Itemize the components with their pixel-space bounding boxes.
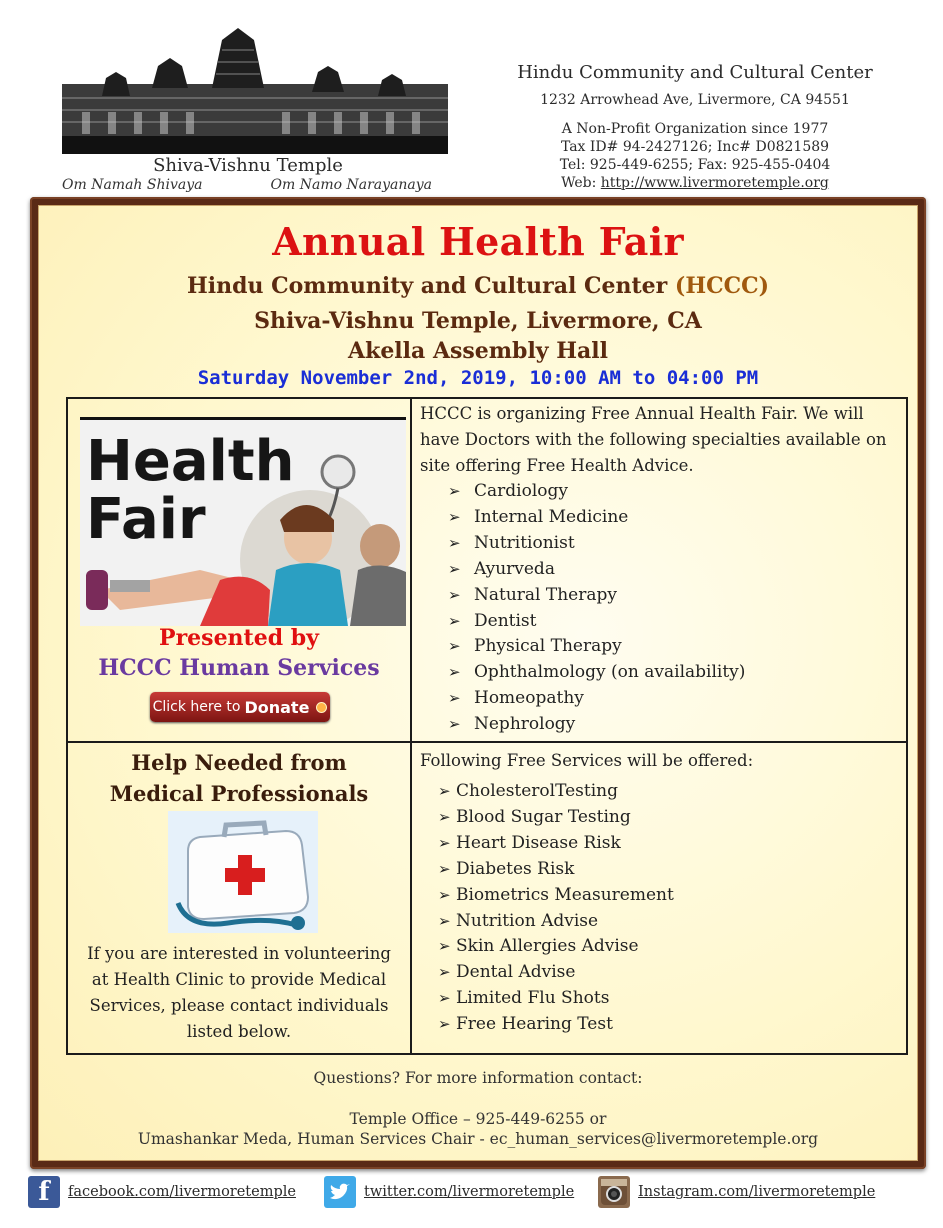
org-nonprofit: A Non-Profit Organization since 1977: [561, 121, 829, 137]
mantra-narayana: Om Namo Narayanaya: [270, 177, 432, 193]
arrow-bullet-icon: ➢: [438, 833, 451, 852]
list-item-label: Dentist: [474, 610, 537, 631]
org-phone: Tel: 925-449-6255; Fax: 925-455-0404: [559, 157, 831, 173]
image-word-fair: Fair: [86, 487, 206, 552]
arrow-bullet-icon: ➢: [448, 689, 461, 708]
facebook-icon[interactable]: f: [28, 1176, 60, 1208]
org-tax: Tax ID# 94-2427126; Inc# D0821589: [560, 139, 830, 155]
org-heading: [38, 273, 918, 299]
services-intro: Following Free Services will be offered:: [420, 751, 754, 770]
website-link[interactable]: http://www.livermoretemple.org: [600, 175, 829, 191]
instagram-icon[interactable]: [598, 1176, 630, 1208]
help-line-1: Help Needed from: [131, 750, 347, 775]
list-item: [448, 609, 898, 635]
poster-frame: [30, 197, 926, 1169]
arrow-bullet-icon: ➢: [448, 559, 461, 578]
poster-title: Annual Health Fair: [272, 219, 684, 264]
list-item: [448, 583, 898, 609]
donate-arrow-icon: [316, 702, 327, 713]
arrow-bullet-icon: ➢: [438, 807, 451, 826]
list-item-label: Physical Therapy: [474, 636, 622, 657]
list-item-label: Heart Disease Risk: [456, 832, 621, 853]
arrow-bullet-icon: ➢: [438, 937, 451, 956]
temple-name: Shiva-Vishnu Temple: [153, 155, 343, 176]
first-aid-kit-icon: [168, 811, 318, 933]
facebook-link[interactable]: facebook.com/livermoretemple: [68, 1184, 296, 1200]
arrow-bullet-icon: ➢: [438, 1015, 451, 1034]
list-item: [438, 883, 898, 909]
arrow-bullet-icon: ➢: [448, 715, 461, 734]
list-item: [438, 857, 898, 883]
info-table: [66, 397, 908, 1055]
arrow-bullet-icon: ➢: [438, 989, 451, 1008]
org-address: 1232 Arrowhead Ave, Livermore, CA 94551: [540, 92, 850, 108]
arrow-bullet-icon: ➢: [448, 507, 461, 526]
web-label: Web:: [561, 175, 597, 191]
presenter-name: HCCC Human Services: [98, 655, 380, 681]
list-item-label: Blood Sugar Testing: [456, 806, 631, 827]
table-divider-horizontal: [68, 741, 906, 743]
list-item: [438, 934, 898, 960]
health-fair-image: [80, 417, 406, 626]
list-item: [448, 686, 898, 712]
help-needed-heading: [68, 747, 410, 809]
arrow-bullet-icon: ➢: [448, 585, 461, 604]
list-item-label: Internal Medicine: [474, 506, 629, 527]
presented-by: Presented by: [159, 625, 319, 651]
list-item: [438, 986, 898, 1012]
image-word-health: Health: [86, 429, 295, 494]
donate-button[interactable]: [150, 692, 330, 722]
org-name: Hindu Community and Cultural Center: [517, 62, 873, 83]
arrow-bullet-icon: ➢: [448, 533, 461, 552]
list-item: [448, 634, 898, 660]
list-item: [438, 909, 898, 935]
poster: [38, 205, 918, 1161]
arrow-bullet-icon: ➢: [438, 859, 451, 878]
table-divider-vertical: [410, 399, 412, 1053]
list-item-label: Cardiology: [474, 481, 568, 501]
list-item: [438, 831, 898, 857]
services-list: [438, 779, 898, 1038]
fair-intro: HCCC is organizing Free Annual Health Fair. We will have Doctors with the following specialties available on site offering Free Health Advice.: [420, 404, 887, 475]
arrow-bullet-icon: ➢: [438, 885, 451, 904]
list-item: [448, 557, 898, 583]
arrow-bullet-icon: ➢: [438, 911, 451, 930]
org-web: [470, 174, 920, 192]
list-item-label: Limited Flu Shots: [456, 988, 610, 1009]
instagram-link[interactable]: Instagram.com/livermoretemple: [638, 1184, 876, 1200]
list-item: [438, 779, 898, 805]
temple-heading: Shiva-Vishnu Temple, Livermore, CA: [254, 308, 702, 334]
list-item: [448, 660, 898, 686]
list-item-label: CholesterolTesting: [456, 781, 619, 801]
temple-office-contact: Temple Office – 925-449-6255 or: [349, 1110, 607, 1128]
arrow-bullet-icon: ➢: [448, 611, 461, 630]
list-item-label: Nutrition Advise: [456, 910, 599, 931]
org-heading-abbr: (HCCC): [674, 273, 770, 299]
list-item-label: Nutritionist: [474, 532, 575, 553]
list-item: [448, 479, 898, 505]
arrow-bullet-icon: ➢: [438, 963, 451, 982]
facebook-link-group: [28, 1176, 296, 1208]
help-line-2: Medical Professionals: [109, 781, 369, 806]
list-item: [448, 712, 898, 738]
list-item-label: Ophthalmology (on availability): [474, 662, 746, 683]
list-item-label: Ayurveda: [474, 558, 555, 579]
list-item: [438, 1012, 898, 1038]
chair-contact: Umashankar Meda, Human Services Chair - ec_human_services@livermoretemple.org: [137, 1130, 819, 1148]
instagram-link-group: [598, 1176, 875, 1208]
list-item: [448, 505, 898, 531]
temple-illustration: [62, 26, 448, 154]
list-item-label: Natural Therapy: [474, 584, 617, 605]
event-date: Saturday November 2nd, 2019, 10:00 AM to 04:00 PM: [197, 367, 759, 389]
list-item-label: Nephrology: [474, 714, 576, 735]
arrow-bullet-icon: ➢: [448, 637, 461, 656]
list-item-label: Free Hearing Test: [456, 1014, 613, 1035]
list-item-label: Diabetes Risk: [456, 858, 575, 879]
twitter-icon[interactable]: [324, 1176, 356, 1208]
list-item: [438, 960, 898, 986]
health-fair-photo: [80, 420, 406, 626]
donate-button-prefix: Click here to: [152, 699, 241, 715]
mantras: [62, 177, 432, 193]
list-item-label: Dental Advise: [456, 962, 576, 983]
list-item-label: Skin Allergies Advise: [456, 936, 639, 957]
list-item: [438, 805, 898, 831]
questions-line: Questions? For more information contact:: [313, 1069, 643, 1087]
hall-heading: Akella Assembly Hall: [348, 338, 608, 364]
organization-info: [470, 62, 920, 192]
volunteer-text: If you are interested in volunteering at Health Clinic to provide Medical Services, please contact individuals listed below.: [87, 944, 391, 1041]
list-item-label: Biometrics Measurement: [456, 884, 674, 905]
arrow-bullet-icon: ➢: [448, 482, 461, 500]
specialties-list: [448, 479, 898, 738]
arrow-bullet-icon: ➢: [438, 782, 451, 800]
mantra-shiva: Om Namah Shivaya: [62, 177, 203, 193]
list-item: [448, 531, 898, 557]
donate-button-label: Donate: [244, 697, 310, 717]
org-heading-name: Hindu Community and Cultural Center: [186, 273, 668, 299]
arrow-bullet-icon: ➢: [448, 663, 461, 682]
list-item-label: Homeopathy: [474, 688, 584, 709]
twitter-link-group: [324, 1176, 574, 1208]
twitter-link[interactable]: twitter.com/livermoretemple: [364, 1184, 575, 1200]
